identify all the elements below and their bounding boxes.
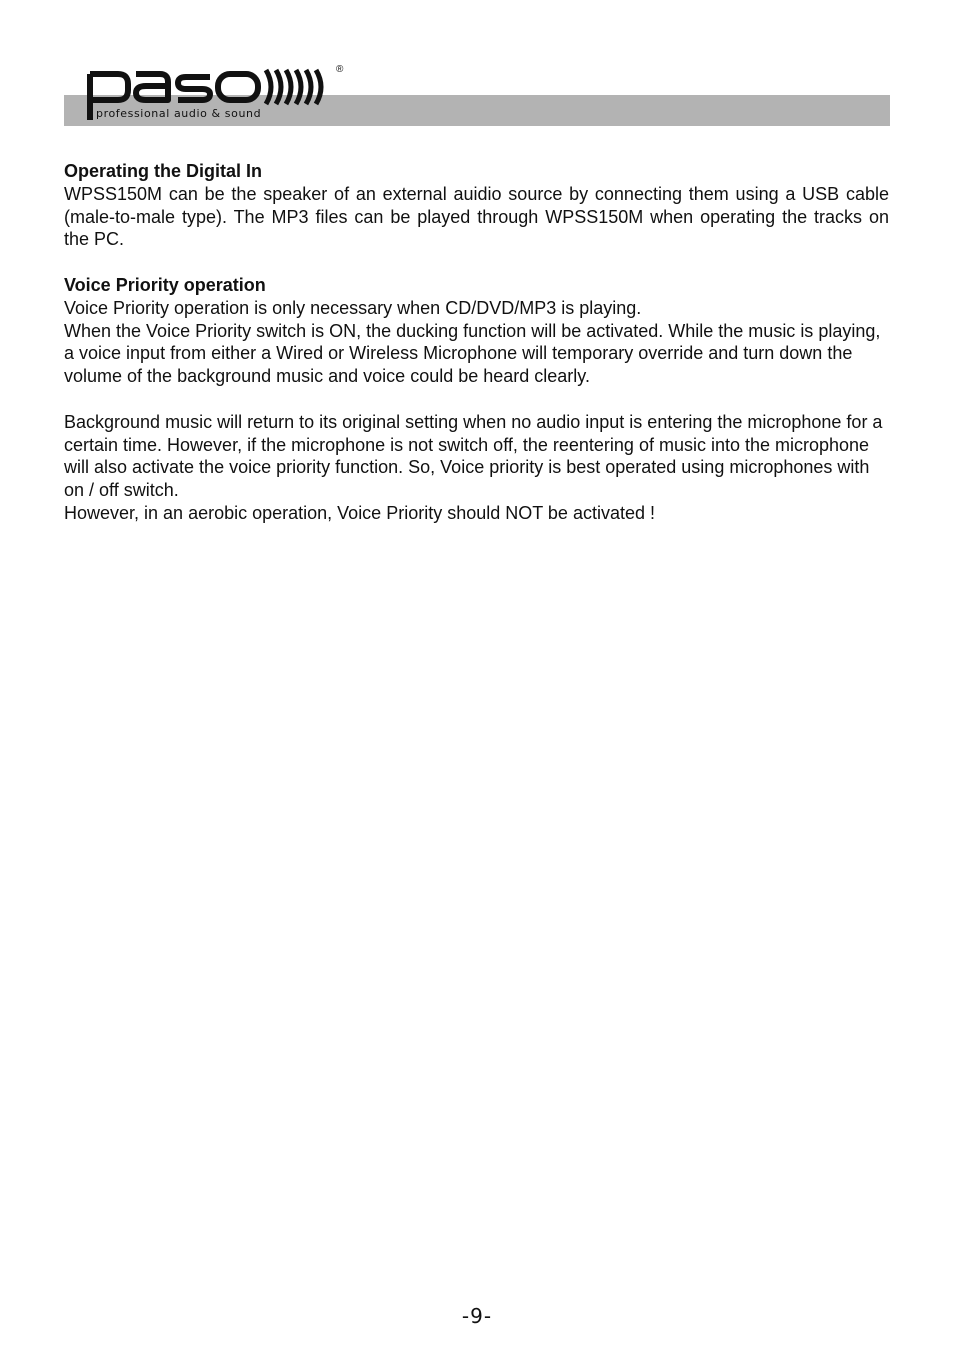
paragraph: However, in an aerobic operation, Voice Priority should NOT be activated ! [64, 502, 655, 523]
svg-text:®: ® [336, 64, 344, 75]
page-number: -9- [461, 1304, 493, 1328]
document-body [64, 160, 889, 548]
section-voice-priority [64, 274, 889, 388]
paragraph: When the Voice Priority switch is ON, the ducking function will be activated. While the music is playing, a voice input from either a Wired or Wireless Microphone will temporary override and turn down the volume of the background music and voice could be heard clearly. [64, 320, 881, 387]
svg-text:professional audio & sound: professional audio & sound [96, 107, 262, 120]
section-heading: Voice Priority operation [64, 274, 266, 295]
paragraph: Voice Priority operation is only necessary when CD/DVD/MP3 is playing. [64, 297, 642, 318]
paragraph: WPSS150M can be the speaker of an external auidio source by connecting them using a USB cable (male-to-male type). The MP3 files can be played through WPSS150M when operating the tracks on the PC. [64, 183, 889, 250]
paragraph: Background music will return to its original setting when no audio input is entering the microphone for a certain time. However, if the microphone is not switch off, the reentering of music into the microphone will also activate the voice priority function. So, Voice priority is best operated using microphones with on / off switch. [64, 411, 883, 501]
section-digital-in [64, 160, 889, 251]
section-background-music [64, 411, 889, 525]
section-heading: Operating the Digital In [64, 161, 263, 181]
paso-logo [84, 62, 354, 122]
